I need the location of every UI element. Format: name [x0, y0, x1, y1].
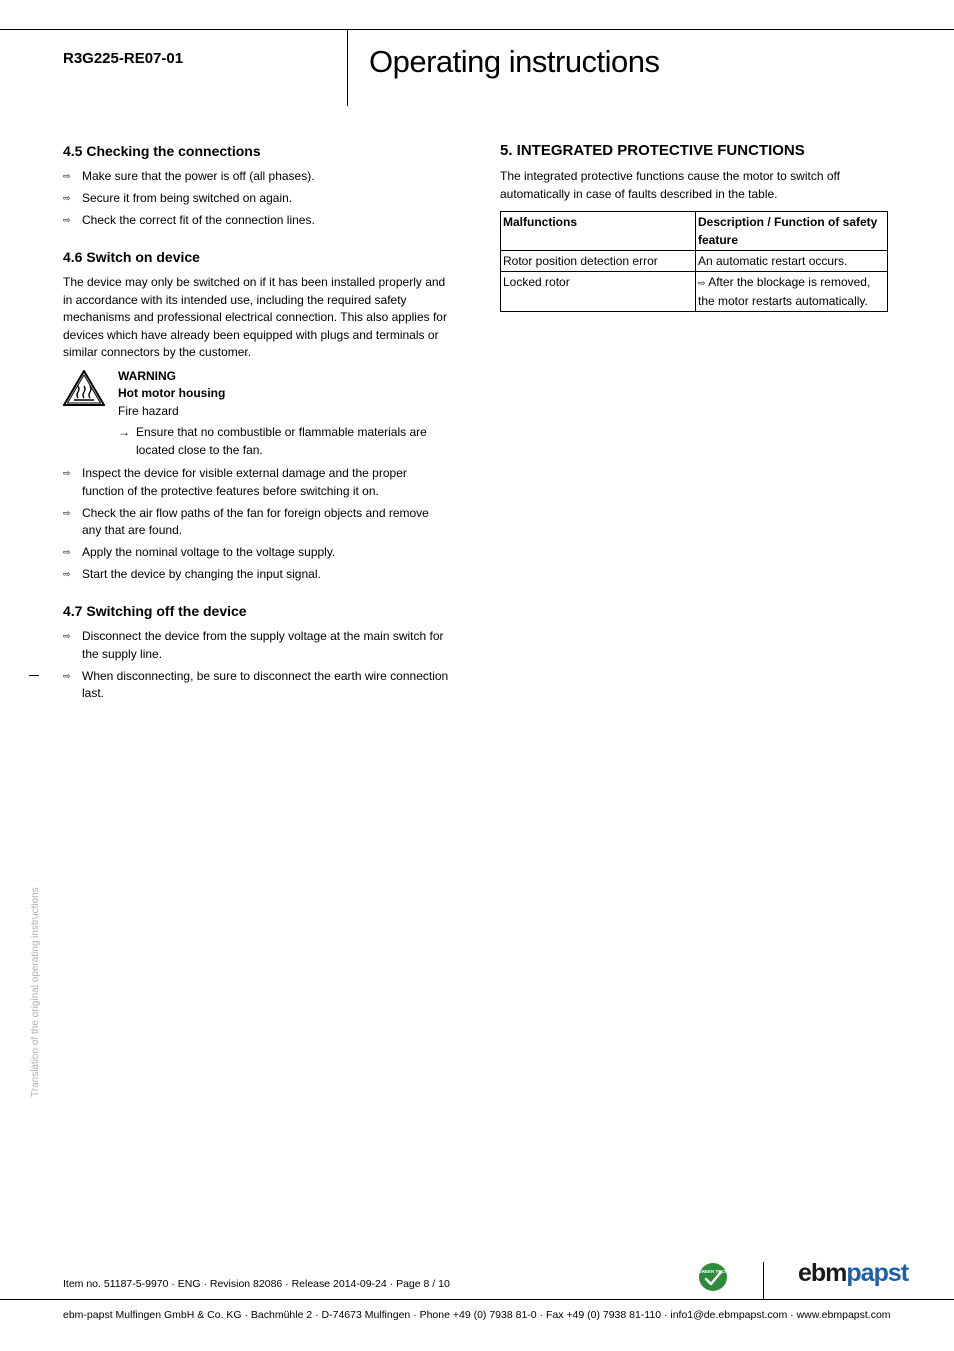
list-item: ⇨ Apply the nominal voltage to the voltage supply. — [63, 544, 451, 562]
list-item: ⇨ Disconnect the device from the supply voltage at the main switch for the supply line. — [63, 629, 444, 661]
section-heading: 4.7 Switching off the device — [63, 603, 247, 619]
paragraph: The integrated protective functions cause the motor to switch off automatically in case of faults described in the table. — [500, 169, 840, 201]
arrow-bullet-icon: ⇨ — [63, 193, 71, 203]
warning-hazard: Fire hazard — [118, 403, 179, 418]
arrow-bullet-icon: ⇨ — [63, 468, 71, 478]
table-header-cell: Description / Function of safety feature — [696, 212, 888, 251]
table-row — [501, 272, 888, 312]
table-header-cell: Malfunctions — [501, 212, 696, 251]
arrow-bullet-icon: ⇨ — [63, 631, 71, 641]
warning-block — [63, 368, 451, 460]
footer-rule — [0, 1299, 954, 1300]
warning-action: → Ensure that no combustible or flammable materials are located close to the fan. — [118, 425, 427, 457]
arrow-bullet-icon: ⇨ — [63, 171, 71, 181]
right-arrow-icon: → — [118, 425, 130, 439]
arrow-bullet-icon: ⇨ — [63, 547, 71, 557]
svg-text:GREEN TECH: GREEN TECH — [698, 1269, 728, 1274]
list-item: ⇨ Check the correct fit of the connection lines. — [63, 212, 451, 230]
list-item: ⇨ Make sure that the power is off (all phases). — [63, 168, 451, 186]
page-title: Operating instructions — [369, 44, 660, 79]
warning-label: WARNING — [118, 368, 176, 383]
list-item: ⇨ Inspect the device for visible external damage and the proper function of the protective features before switching it on. — [63, 466, 407, 498]
logo-divider — [763, 1262, 764, 1299]
margin-mark — [29, 675, 39, 676]
footer-item-line: Item no. 51187-5-9970 · ENG · Revision 82086 · Release 2014-09-24 · Page 8 / 10 — [63, 1278, 450, 1290]
header-top-rule — [0, 29, 954, 30]
list-item: ⇨ When disconnecting, be sure to disconnect the earth wire connection last. — [63, 668, 449, 700]
arrow-bullet-icon: ⇨ — [698, 278, 706, 288]
table-header-row — [501, 212, 888, 251]
table-cell: Rotor position detection error — [501, 251, 696, 272]
section-4-7 — [63, 602, 451, 703]
section-heading: 4.6 Switch on device — [63, 249, 200, 265]
arrow-bullet-icon: ⇨ — [63, 215, 71, 225]
list-item: ⇨ Start the device by changing the input signal. — [63, 566, 451, 584]
product-code: R3G225-RE07-01 — [63, 50, 184, 67]
table-cell: ⇨ After the blockage is removed, the motor restarts automatically. — [696, 272, 888, 312]
left-column — [63, 142, 451, 707]
company-logo: ebmpapst — [798, 1259, 909, 1287]
step-list — [63, 628, 451, 703]
section-4-5 — [63, 142, 451, 230]
paragraph: The device may only be switched on if it has been installed properly and in accordance with its intended use, including the required safety mechanisms and professional electrical connection. This also applies for devices which have already been equipped with plugs and terminals or similar connectors by the customer. — [63, 275, 447, 359]
header-divider — [347, 29, 348, 106]
side-note: Translation of the original operating instructions — [30, 887, 41, 1097]
right-column — [500, 142, 888, 312]
section-heading: 4.5 Checking the connections — [63, 143, 261, 159]
list-item: ⇨ Check the air flow paths of the fan for foreign objects and remove any that are found. — [63, 505, 429, 537]
arrow-bullet-icon: ⇨ — [63, 670, 71, 681]
step-list — [63, 465, 451, 584]
step-list — [63, 168, 451, 230]
hot-surface-warning-icon — [63, 370, 105, 406]
footer-company-line: ebm-papst Mulfingen GmbH & Co. KG · Bachmühle 2 · D-74673 Mulfingen · Phone +49 (0) 7938 81-0 · Fax +49 (0) 7938 81-110 · info1@de.ebmpapst.com · www.ebmpapst.com — [63, 1309, 891, 1321]
warning-title: Hot motor housing — [118, 386, 226, 400]
arrow-bullet-icon: ⇨ — [63, 507, 71, 518]
green-tech-badge-icon — [698, 1262, 728, 1292]
section-4-6 — [63, 248, 451, 584]
table-cell: An automatic restart occurs. — [696, 251, 888, 272]
table-cell: Locked rotor — [501, 272, 696, 312]
arrow-bullet-icon: ⇨ — [63, 569, 71, 579]
malfunction-table — [500, 211, 888, 312]
table-row — [501, 251, 888, 272]
list-item: ⇨ Secure it from being switched on again. — [63, 190, 451, 208]
section-heading: 5. INTEGRATED PROTECTIVE FUNCTIONS — [500, 142, 805, 159]
